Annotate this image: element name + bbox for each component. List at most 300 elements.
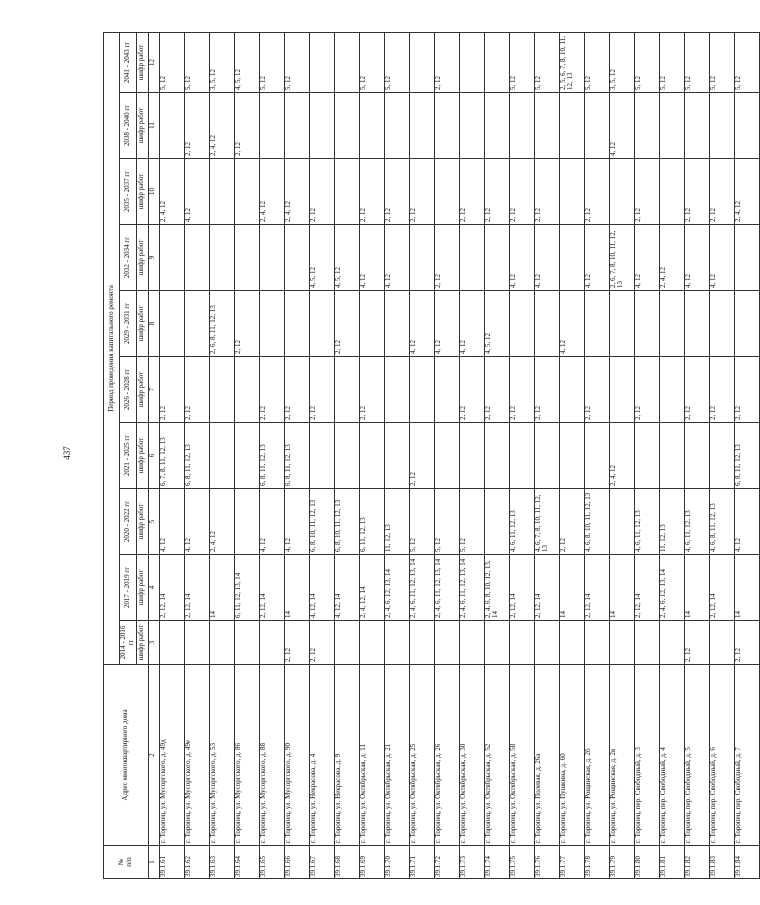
work-code-cell: 5, 12 bbox=[159, 32, 184, 92]
num-header: № п/п bbox=[104, 846, 149, 879]
table-row bbox=[384, 32, 409, 878]
work-code-cell: 5, 12 bbox=[659, 32, 684, 92]
work-code-cell bbox=[559, 93, 584, 159]
row-address: г. Торопец, ул. Октябрьская, д. 30 bbox=[459, 665, 484, 846]
work-code-cell: 14 bbox=[559, 555, 584, 621]
work-code-cell: 5, 12 bbox=[409, 489, 434, 555]
work-code-cell: 2, 4, 12 bbox=[259, 159, 284, 225]
column-number: 12 bbox=[148, 32, 159, 92]
row-number: 39.1.71 bbox=[409, 846, 434, 879]
work-code-cell bbox=[459, 32, 484, 92]
work-code-cell bbox=[509, 621, 534, 665]
work-code-cell bbox=[184, 225, 209, 291]
work-code-cell: 4, 12 bbox=[709, 225, 734, 291]
work-code-cell: 5, 12 bbox=[184, 32, 209, 92]
table-row bbox=[309, 32, 334, 878]
period-label: 2038 - 2040 гг bbox=[120, 93, 137, 159]
work-code-cell bbox=[584, 423, 609, 489]
work-code-cell bbox=[284, 291, 309, 357]
row-address: г. Торопец, ул. Октябрьская, д. 25 bbox=[409, 665, 434, 846]
column-number: 1 bbox=[148, 846, 159, 879]
work-code-cell bbox=[559, 621, 584, 665]
work-code-cell: 2, 4, 12 bbox=[209, 93, 234, 159]
work-code-cell bbox=[184, 621, 209, 665]
work-code-cell: 2, 4, 6, 11, 12, 13, 14 bbox=[434, 555, 459, 621]
work-code-cell bbox=[709, 621, 734, 665]
row-number: 39.1.62 bbox=[184, 846, 209, 879]
work-code-cell: 6, 8, 11, 12, 13 bbox=[184, 423, 209, 489]
work-code-cell bbox=[659, 159, 684, 225]
work-code-cell: 2, 12 bbox=[384, 159, 409, 225]
work-code-label: шифр работ bbox=[136, 489, 148, 555]
work-code-cell bbox=[234, 357, 259, 423]
work-code-cell: 2, 12 bbox=[584, 357, 609, 423]
work-code-cell: 5, 12 bbox=[459, 489, 484, 555]
work-code-cell: 4, 12 bbox=[409, 291, 434, 357]
work-code-cell bbox=[309, 423, 334, 489]
work-code-cell bbox=[334, 357, 359, 423]
work-code-cell bbox=[184, 291, 209, 357]
work-code-cell: 2, 12, 14 bbox=[259, 555, 284, 621]
work-code-cell bbox=[359, 423, 384, 489]
work-code-cell: 3, 5, 12 bbox=[609, 32, 634, 92]
row-address: г. Торопец, ул. Рощинская, д. 2в bbox=[609, 665, 634, 846]
work-code-cell bbox=[384, 423, 409, 489]
work-code-cell: 4, 12 bbox=[584, 225, 609, 291]
work-code-cell bbox=[634, 621, 659, 665]
work-code-cell: 4, 6, 11, 12, 13 bbox=[509, 489, 534, 555]
work-code-cell bbox=[659, 357, 684, 423]
work-code-cell bbox=[684, 93, 709, 159]
row-address: г. Торопец, ул. Мусоргского, д. 88 bbox=[259, 665, 284, 846]
row-address: г. Торопец, ул. Пушкина, д. 60 bbox=[559, 665, 584, 846]
work-code-cell bbox=[634, 291, 659, 357]
row-number: 39.1.68 bbox=[334, 846, 359, 879]
period-label: 2035 - 2037 гг bbox=[120, 159, 137, 225]
work-code-cell: 2, 4, 12 bbox=[284, 159, 309, 225]
work-code-cell: 5, 12 bbox=[259, 32, 284, 92]
work-code-cell bbox=[384, 291, 409, 357]
work-code-cell: 2, 12 bbox=[734, 621, 759, 665]
row-number: 39.1.66 bbox=[284, 846, 309, 879]
row-address: г. Торопец, ул. Октябрьская, д. 26 bbox=[434, 665, 459, 846]
column-number: 6 bbox=[148, 423, 159, 489]
row-number: 39.1.67 bbox=[309, 846, 334, 879]
work-code-cell: 4, 12 bbox=[384, 225, 409, 291]
work-code-cell: 4, 12 bbox=[284, 489, 309, 555]
work-code-label: шифр работ bbox=[136, 32, 148, 92]
row-address: г. Торопец, пер. Свободный, д. 6 bbox=[709, 665, 734, 846]
row-address: г. Торопец, ул. Октябрьская, д. 11 bbox=[359, 665, 384, 846]
table-row bbox=[684, 32, 709, 878]
work-code-cell bbox=[509, 291, 534, 357]
work-code-cell: 2, 12 bbox=[484, 159, 509, 225]
column-number: 7 bbox=[148, 357, 159, 423]
work-code-label: шифр работ bbox=[136, 423, 148, 489]
work-code-cell bbox=[484, 621, 509, 665]
row-number: 39.1.80 bbox=[634, 846, 659, 879]
work-code-cell: 2, 12 bbox=[509, 159, 534, 225]
row-address: г. Торопец, ул. Некрасова, д. 9 bbox=[334, 665, 359, 846]
row-address: г. Торопец, пер. Свободный, д. 7 bbox=[734, 665, 759, 846]
row-number: 39.1.64 bbox=[234, 846, 259, 879]
work-code-cell bbox=[559, 423, 584, 489]
table-row bbox=[659, 32, 684, 878]
work-code-cell: 2, 12 bbox=[259, 357, 284, 423]
table-row bbox=[409, 32, 434, 878]
row-address: г. Торопец, пер. Свободный, д. 5 bbox=[684, 665, 709, 846]
work-code-cell: 2, 12, 14 bbox=[709, 555, 734, 621]
work-code-cell: 2, 4, 12 bbox=[209, 489, 234, 555]
work-code-cell bbox=[684, 423, 709, 489]
work-code-cell: 2, 12 bbox=[484, 357, 509, 423]
work-code-cell: 2, 12 bbox=[709, 357, 734, 423]
work-code-cell: 2, 12 bbox=[359, 357, 384, 423]
work-code-cell bbox=[234, 423, 259, 489]
work-code-cell bbox=[734, 225, 759, 291]
work-code-cell bbox=[234, 159, 259, 225]
work-code-cell: 5, 12 bbox=[359, 32, 384, 92]
period-label: 2014 - 2016 гг bbox=[120, 621, 137, 665]
work-code-cell: 4, 12 bbox=[184, 159, 209, 225]
row-number: 39.1.61 bbox=[159, 846, 184, 879]
work-code-cell: 2, 6, 7, 8, 10, 11, 12, 13 bbox=[609, 225, 634, 291]
row-number: 39.1.63 bbox=[209, 846, 234, 879]
work-code-cell bbox=[384, 621, 409, 665]
work-code-cell bbox=[434, 621, 459, 665]
work-code-cell bbox=[534, 291, 559, 357]
work-code-cell: 2, 12 bbox=[434, 32, 459, 92]
work-code-cell bbox=[584, 291, 609, 357]
row-number: 39.1.78 bbox=[584, 846, 609, 879]
work-code-cell: 2, 12 bbox=[234, 93, 259, 159]
work-code-cell bbox=[334, 32, 359, 92]
work-code-cell bbox=[484, 423, 509, 489]
table-row bbox=[434, 32, 459, 878]
work-code-cell bbox=[234, 621, 259, 665]
work-code-cell: 2, 12 bbox=[634, 357, 659, 423]
work-code-cell bbox=[459, 225, 484, 291]
work-code-cell: 2, 4, 12, 14 bbox=[359, 555, 384, 621]
work-code-cell: 2, 12 bbox=[309, 159, 334, 225]
column-number: 9 bbox=[148, 225, 159, 291]
work-code-cell: 4, 12 bbox=[634, 225, 659, 291]
work-code-cell: 6, 8, 11, 12, 13 bbox=[284, 423, 309, 489]
work-code-cell: 4, 6, 7, 8, 10, 11, 12, 13 bbox=[534, 489, 559, 555]
table-row bbox=[234, 32, 259, 878]
work-code-cell: 11, 12, 13 bbox=[384, 489, 409, 555]
work-code-cell bbox=[309, 32, 334, 92]
work-code-cell bbox=[434, 93, 459, 159]
work-code-cell: 2, 12 bbox=[309, 357, 334, 423]
work-code-cell bbox=[509, 423, 534, 489]
work-code-cell bbox=[334, 159, 359, 225]
work-code-cell: 11, 12, 13 bbox=[659, 489, 684, 555]
work-code-cell bbox=[359, 291, 384, 357]
work-code-cell: 6, 7, 8, 11, 12, 13 bbox=[159, 423, 184, 489]
column-number: 5 bbox=[148, 489, 159, 555]
work-code-label: шифр работ bbox=[136, 555, 148, 621]
row-number: 39.1.79 bbox=[609, 846, 634, 879]
table-row bbox=[259, 32, 284, 878]
work-code-cell bbox=[459, 93, 484, 159]
work-code-cell: 2, 4, 6, 12, 13, 14 bbox=[384, 555, 409, 621]
work-code-cell: 6, 8, 11, 12, 13 bbox=[734, 423, 759, 489]
work-code-cell bbox=[459, 621, 484, 665]
work-code-cell bbox=[209, 357, 234, 423]
work-code-cell: 2, 12 bbox=[434, 225, 459, 291]
work-code-cell bbox=[659, 423, 684, 489]
work-code-cell: 6, 11, 12, 13 bbox=[359, 489, 384, 555]
work-code-cell bbox=[684, 291, 709, 357]
work-code-cell: 5, 12 bbox=[734, 32, 759, 92]
period-label: 2029 - 2031 гг bbox=[120, 291, 137, 357]
work-code-cell: 2, 12, 14 bbox=[634, 555, 659, 621]
column-number: 8 bbox=[148, 291, 159, 357]
row-number: 39.1.82 bbox=[684, 846, 709, 879]
work-code-cell bbox=[734, 291, 759, 357]
work-code-cell bbox=[359, 621, 384, 665]
period-label: 2020 - 2022 гг bbox=[120, 489, 137, 555]
row-number: 39.1.70 bbox=[384, 846, 409, 879]
work-code-cell bbox=[734, 93, 759, 159]
work-code-cell: 4, 5, 12 bbox=[484, 291, 509, 357]
work-code-cell: 4, 12 bbox=[184, 489, 209, 555]
work-code-cell: 2, 12, 14 bbox=[159, 555, 184, 621]
row-address: г. Торопец, ул. Мусоргского, д. 49е bbox=[184, 665, 209, 846]
work-code-cell: 4, 12 bbox=[359, 225, 384, 291]
row-address: г. Торопец, ул. Мусоргского, д. 49д bbox=[159, 665, 184, 846]
work-code-cell: 4, 5, 12 bbox=[334, 225, 359, 291]
table-body bbox=[159, 32, 759, 878]
work-code-cell: 2, 12, 14 bbox=[509, 555, 534, 621]
work-code-cell: 4, 5, 12 bbox=[309, 225, 334, 291]
work-code-cell: 2, 12 bbox=[409, 159, 434, 225]
work-code-cell bbox=[484, 225, 509, 291]
row-number: 39.1.81 bbox=[659, 846, 684, 879]
work-code-cell: 2, 4, 6, 8, 10, 12, 13, 14 bbox=[484, 555, 509, 621]
column-number: 11 bbox=[148, 93, 159, 159]
work-code-cell bbox=[309, 93, 334, 159]
work-code-cell: 2, 12 bbox=[534, 159, 559, 225]
address-header: Адрес многоквартирного дома bbox=[104, 665, 149, 846]
work-code-cell: 2, 12 bbox=[334, 291, 359, 357]
work-code-cell: 6, 11, 12, 13, 14 bbox=[234, 555, 259, 621]
table-row bbox=[209, 32, 234, 878]
work-code-cell bbox=[534, 93, 559, 159]
table-row bbox=[609, 32, 634, 878]
row-number: 39.1.83 bbox=[709, 846, 734, 879]
row-number: 39.1.73 bbox=[459, 846, 484, 879]
work-code-cell: 5, 12 bbox=[534, 32, 559, 92]
row-address: г. Торопец, ул. Мусоргского, д. 86 bbox=[234, 665, 259, 846]
work-code-cell: 2, 12 bbox=[559, 489, 584, 555]
row-address: г. Торопец, ул. Октябрьская, д. 58 bbox=[509, 665, 534, 846]
work-code-cell: 6, 8, 11, 12, 13 bbox=[259, 423, 284, 489]
row-address: г. Торопец, ул. Рощинская, д. 2б bbox=[584, 665, 609, 846]
row-address: г. Торопец, ул. Мусоргского, д. 53 bbox=[209, 665, 234, 846]
work-code-cell bbox=[409, 93, 434, 159]
work-code-cell bbox=[209, 159, 234, 225]
work-code-cell bbox=[409, 32, 434, 92]
work-code-cell bbox=[259, 225, 284, 291]
work-code-cell bbox=[159, 225, 184, 291]
work-code-label: шифр работ bbox=[136, 621, 148, 665]
work-code-cell bbox=[559, 357, 584, 423]
work-code-cell bbox=[534, 423, 559, 489]
work-code-cell: 2, 12 bbox=[184, 357, 209, 423]
work-code-cell: 4, 12 bbox=[734, 489, 759, 555]
work-code-cell: 2, 12 bbox=[459, 357, 484, 423]
work-code-cell: 2, 4, 12 bbox=[609, 423, 634, 489]
work-code-cell bbox=[609, 489, 634, 555]
work-code-cell bbox=[259, 291, 284, 357]
work-code-cell: 4, 12 bbox=[159, 489, 184, 555]
work-code-cell: 4, 12 bbox=[534, 225, 559, 291]
work-code-cell bbox=[659, 621, 684, 665]
work-code-cell bbox=[434, 423, 459, 489]
row-address: г. Торопец, ул. Октябрьская, д. 21 bbox=[384, 665, 409, 846]
row-number: 39.1.72 bbox=[434, 846, 459, 879]
work-code-cell bbox=[234, 489, 259, 555]
work-code-cell: 4, 12 bbox=[259, 489, 284, 555]
work-code-cell: 14 bbox=[209, 555, 234, 621]
period-label: 2032 - 2034 гг bbox=[120, 225, 137, 291]
work-code-cell: 4, 12 bbox=[459, 291, 484, 357]
work-code-cell bbox=[559, 225, 584, 291]
column-number: 2 bbox=[148, 665, 159, 846]
work-code-cell: 5, 12 bbox=[584, 32, 609, 92]
work-code-cell: 2, 4, 12 bbox=[659, 225, 684, 291]
work-code-cell: 4, 5, 12 bbox=[234, 32, 259, 92]
row-address: г. Торопец, пер. Свободный, д. 3 bbox=[634, 665, 659, 846]
work-code-cell: 5, 12 bbox=[284, 32, 309, 92]
period-label: 2021 - 2025 гг bbox=[120, 423, 137, 489]
work-code-cell: 5, 12 bbox=[509, 32, 534, 92]
work-code-cell bbox=[159, 621, 184, 665]
work-code-cell: 2, 5, 6, 7, 8, 10, 11, 12, 13 bbox=[559, 32, 584, 92]
work-code-cell: 14 bbox=[609, 555, 634, 621]
work-code-cell: 5, 12 bbox=[684, 32, 709, 92]
work-code-cell bbox=[559, 159, 584, 225]
table-row bbox=[534, 32, 559, 878]
work-code-cell: 5, 12 bbox=[709, 32, 734, 92]
work-code-label: шифр работ bbox=[136, 357, 148, 423]
row-address: г. Торопец, пер. Свободный, д. 4 bbox=[659, 665, 684, 846]
work-code-cell bbox=[334, 621, 359, 665]
work-code-cell: 4, 6, 11, 12, 13 bbox=[684, 489, 709, 555]
work-code-cell bbox=[434, 159, 459, 225]
work-code-cell bbox=[284, 93, 309, 159]
work-code-cell bbox=[509, 93, 534, 159]
work-code-cell bbox=[209, 225, 234, 291]
work-code-cell: 2, 12 bbox=[459, 159, 484, 225]
work-code-cell: 4, 12 bbox=[559, 291, 584, 357]
work-code-cell bbox=[609, 159, 634, 225]
table-row bbox=[359, 32, 384, 878]
work-code-cell bbox=[484, 489, 509, 555]
work-code-cell: 2, 12 bbox=[734, 357, 759, 423]
work-code-cell: 5, 12 bbox=[384, 32, 409, 92]
rotated-table-frame bbox=[103, 33, 742, 879]
work-code-cell bbox=[709, 291, 734, 357]
work-code-cell: 2, 12 bbox=[284, 621, 309, 665]
column-number: 4 bbox=[148, 555, 159, 621]
work-code-cell: 4, 6, 8, 11, 12, 13 bbox=[709, 489, 734, 555]
work-code-cell: 14 bbox=[734, 555, 759, 621]
work-code-label: шифр работ bbox=[136, 291, 148, 357]
work-code-cell: 2, 12, 14 bbox=[534, 555, 559, 621]
table-row bbox=[459, 32, 484, 878]
table-row bbox=[509, 32, 534, 878]
row-address: г. Торопец, ул. Полевая, д. 26а bbox=[534, 665, 559, 846]
work-code-cell bbox=[484, 32, 509, 92]
work-code-cell bbox=[384, 357, 409, 423]
work-code-label: шифр работ bbox=[136, 93, 148, 159]
work-code-cell: 2, 4, 6, 12, 13, 14 bbox=[659, 555, 684, 621]
work-code-cell bbox=[659, 291, 684, 357]
work-code-cell bbox=[534, 621, 559, 665]
work-code-cell: 2, 6, 8, 11, 12, 13 bbox=[209, 291, 234, 357]
row-address: г. Торопец, ул. Некрасова, д. 4 bbox=[309, 665, 334, 846]
work-code-cell: 2, 12 bbox=[284, 357, 309, 423]
work-code-cell: 2, 12 bbox=[584, 159, 609, 225]
work-code-cell: 4, 12 bbox=[684, 225, 709, 291]
table-row bbox=[484, 32, 509, 878]
work-code-cell bbox=[709, 423, 734, 489]
work-code-cell bbox=[159, 93, 184, 159]
row-number: 39.1.75 bbox=[509, 846, 534, 879]
work-code-cell: 4, 6, 11, 12, 13 bbox=[634, 489, 659, 555]
rotated-table-content bbox=[103, 33, 742, 879]
table-row bbox=[159, 32, 184, 878]
work-code-cell bbox=[634, 423, 659, 489]
work-code-cell: 2, 12 bbox=[709, 159, 734, 225]
work-code-cell: 4, 12 bbox=[434, 291, 459, 357]
work-code-cell: 2, 4, 6, 11, 12, 13, 14 bbox=[459, 555, 484, 621]
work-code-label: шифр работ bbox=[136, 225, 148, 291]
work-code-cell: 2, 12 bbox=[534, 357, 559, 423]
work-code-cell bbox=[384, 93, 409, 159]
work-code-cell bbox=[634, 93, 659, 159]
work-code-cell: 2, 12 bbox=[634, 159, 659, 225]
column-number: 3 bbox=[148, 621, 159, 665]
row-number: 39.1.84 bbox=[734, 846, 759, 879]
work-code-cell: 5, 12 bbox=[434, 489, 459, 555]
work-code-cell: 4, 12, 14 bbox=[334, 555, 359, 621]
work-code-cell bbox=[584, 93, 609, 159]
work-code-cell bbox=[234, 225, 259, 291]
work-code-cell: 2, 4, 12 bbox=[734, 159, 759, 225]
work-code-cell bbox=[259, 621, 284, 665]
work-code-cell: 2, 4, 6, 11, 12, 13, 14 bbox=[409, 555, 434, 621]
work-code-cell: 2, 12 bbox=[234, 291, 259, 357]
work-code-cell bbox=[259, 93, 284, 159]
work-code-cell bbox=[484, 93, 509, 159]
period-header: Период проведения капитального ремонта bbox=[104, 32, 120, 664]
table-row bbox=[634, 32, 659, 878]
table-row bbox=[734, 32, 759, 878]
work-code-cell bbox=[284, 225, 309, 291]
table-row bbox=[284, 32, 309, 878]
work-code-cell bbox=[709, 93, 734, 159]
work-code-cell bbox=[609, 621, 634, 665]
table-header bbox=[104, 32, 160, 878]
work-code-cell bbox=[659, 93, 684, 159]
work-code-cell bbox=[334, 93, 359, 159]
work-code-cell bbox=[459, 423, 484, 489]
period-label: 2026 - 2028 гг bbox=[120, 357, 137, 423]
